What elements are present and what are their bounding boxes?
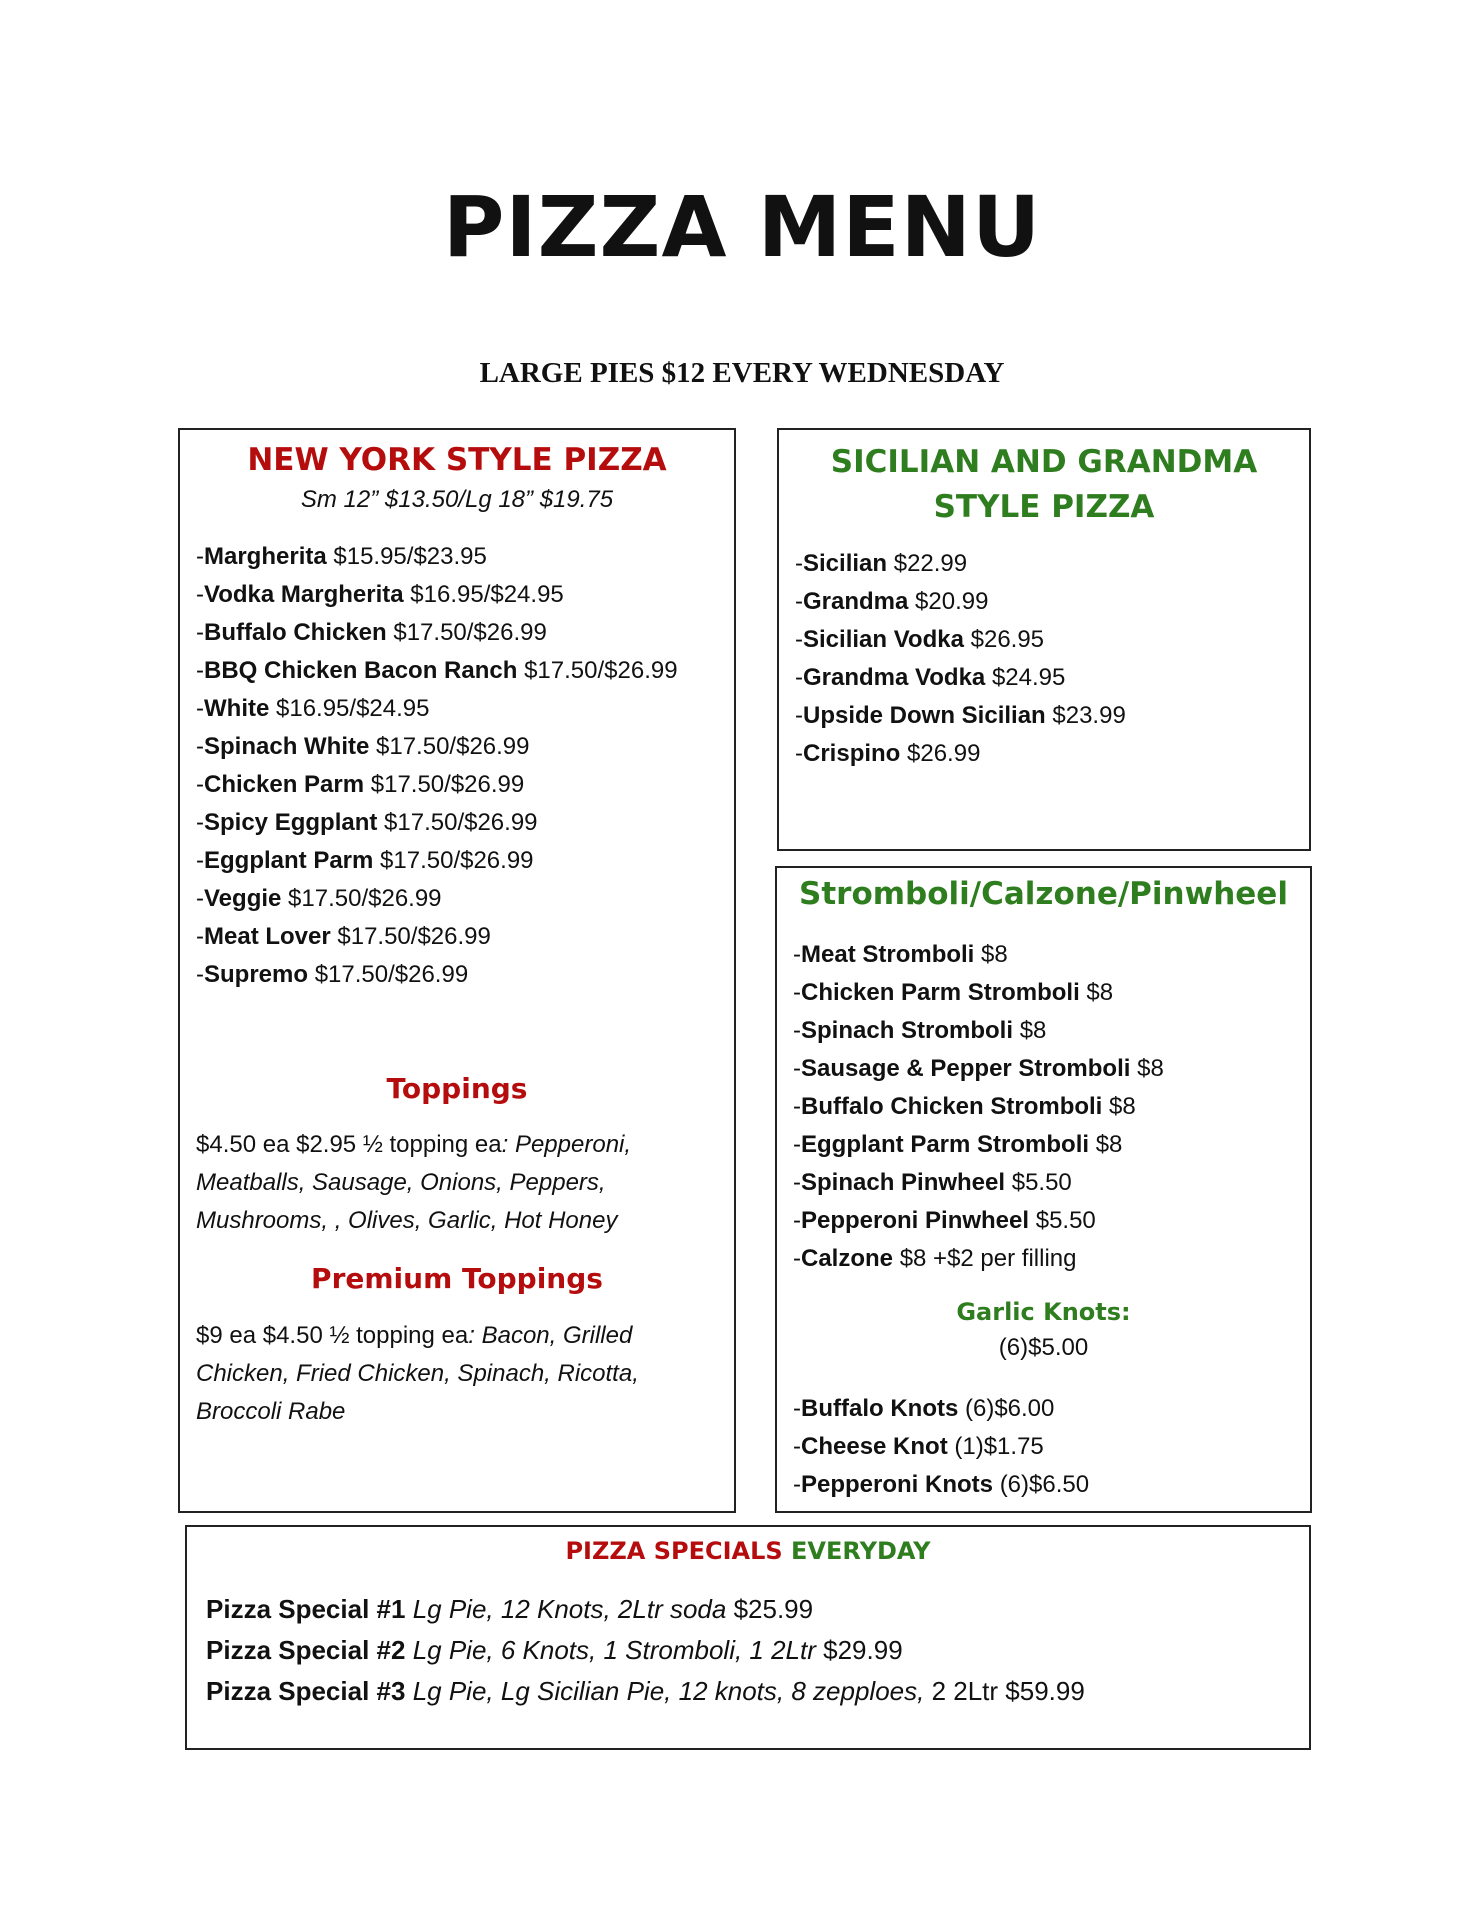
- new-york-heading: NEW YORK STYLE PIZZA: [247, 442, 667, 478]
- item-name: Grandma Vodka: [803, 664, 986, 691]
- new-york-sizes: Sm 12” $13.50/Lg 18” $19.75: [300, 486, 614, 513]
- item-name: Eggplant Parm Stromboli: [801, 1131, 1090, 1158]
- sicilian-heading: [779, 440, 1309, 530]
- specials-heading-green: EVERYDAY: [791, 1537, 931, 1565]
- item-name: Spinach Pinwheel: [801, 1169, 1006, 1196]
- menu-item: -Pepperoni Pinwheel $5.50: [793, 1207, 1096, 1234]
- item-price: $17.50/$26.99: [288, 885, 442, 912]
- item-name: Crispino: [803, 740, 901, 767]
- special-desc: Lg Pie, Lg Sicilian Pie, 12 knots, 8 zepploes,: [412, 1676, 925, 1706]
- premium-toppings-description: $9 ea $4.50 ½ topping ea: Bacon, Grilled Chicken, Fried Chicken, Spinach, Ricotta, Broccoli Rabe: [196, 1322, 639, 1425]
- menu-item: -Upside Down Sicilian $23.99: [795, 702, 1126, 729]
- toppings-price: $4.50 ea $2.95 ½ topping ea: [196, 1131, 502, 1158]
- item-price: $17.50/$26.99: [314, 961, 469, 988]
- item-price: $17.50/$26.99: [524, 657, 678, 684]
- item-name: Spinach White: [204, 733, 370, 760]
- menu-item: -Chicken Parm $17.50/$26.99: [196, 771, 525, 798]
- item-name: Margherita: [204, 543, 327, 570]
- special-item: [206, 1671, 1085, 1712]
- item-price: $17.50/$26.99: [370, 771, 525, 798]
- item-name: Vodka Margherita: [204, 581, 404, 608]
- menu-item: -Meat Stromboli $8: [793, 941, 1008, 968]
- item-price: $17.50/$26.99: [376, 733, 530, 760]
- wednesday-promo: LARGE PIES $12 EVERY WEDNESDAY: [479, 357, 1005, 389]
- premium-toppings-price: $9 ea $4.50 ½ topping ea: [196, 1322, 469, 1349]
- item-name: Pepperoni Pinwheel: [801, 1207, 1030, 1234]
- menu-item: -BBQ Chicken Bacon Ranch $17.50/$26.99: [196, 657, 678, 684]
- item-name: Buffalo Chicken Stromboli: [801, 1093, 1103, 1120]
- menu-item: -Cheese Knot (1)$1.75: [793, 1433, 1044, 1460]
- sicilian-item-list: [795, 545, 1126, 773]
- special-price: 2 2Ltr $59.99: [931, 1676, 1085, 1706]
- garlic-knots-heading: Garlic Knots:: [956, 1298, 1131, 1326]
- item-name: Upside Down Sicilian: [803, 702, 1046, 729]
- item-name: Meat Stromboli: [801, 941, 975, 968]
- special-desc: Lg Pie, 12 Knots, 2Ltr soda: [412, 1594, 727, 1624]
- menu-item: -Vodka Margherita $16.95/$24.95: [196, 581, 564, 608]
- stromboli-item-list: [793, 936, 1164, 1278]
- special-name: Pizza Special #2: [206, 1635, 406, 1665]
- item-name: Chicken Parm: [204, 771, 365, 798]
- item-name: Calzone: [801, 1245, 894, 1272]
- item-name: White: [204, 695, 270, 722]
- menu-item: -Sausage & Pepper Stromboli $8: [793, 1055, 1164, 1082]
- menu-item: -Spinach White $17.50/$26.99: [196, 733, 530, 760]
- menu-item: -Margherita $15.95/$23.95: [196, 543, 487, 570]
- premium-toppings-heading: Premium Toppings: [311, 1262, 603, 1295]
- special-price: $25.99: [733, 1594, 814, 1624]
- menu-item: -Grandma $20.99: [795, 588, 989, 615]
- menu-item: -Pepperoni Knots (6)$6.50: [793, 1471, 1090, 1498]
- garlic-knots-price: (6)$5.00: [998, 1334, 1089, 1361]
- menu-item: -Grandma Vodka $24.95: [795, 664, 1066, 691]
- item-name: Eggplant Parm: [204, 847, 374, 874]
- item-price: $8: [1137, 1055, 1164, 1082]
- menu-item: -Crispino $26.99: [795, 740, 981, 767]
- special-desc: Lg Pie, 6 Knots, 1 Stromboli, 1 2Ltr: [412, 1635, 816, 1665]
- menu-item: -Calzone $8 +$2 per filling: [793, 1245, 1077, 1272]
- page-title: PIZZA MENU: [442, 178, 1042, 276]
- item-price: $23.99: [1052, 702, 1126, 729]
- special-name: Pizza Special #3: [206, 1676, 406, 1706]
- special-name: Pizza Special #1: [206, 1594, 406, 1624]
- item-name: Grandma: [803, 588, 909, 615]
- item-name: Supremo: [204, 961, 309, 988]
- stromboli-section: [775, 866, 1312, 1513]
- item-price: $16.95/$24.95: [276, 695, 430, 722]
- item-name: Spicy Eggplant: [204, 809, 378, 836]
- specials-heading-red: PIZZA SPECIALS: [565, 1537, 783, 1565]
- menu-item: -Buffalo Knots (6)$6.00: [793, 1395, 1055, 1422]
- item-price: $24.95: [991, 664, 1066, 691]
- item-name: Spinach Stromboli: [801, 1017, 1014, 1044]
- menu-item: -Meat Lover $17.50/$26.99: [196, 923, 491, 950]
- sicilian-heading-line-2: STYLE PIZZA: [933, 489, 1155, 525]
- menu-item: -Veggie $17.50/$26.99: [196, 885, 442, 912]
- toppings-list: Pepperoni, Meatballs, Sausage, Onions, Peppers, Mushrooms, , Olives, Garlic, Hot Honey: [196, 1131, 632, 1234]
- item-name: Pepperoni Knots: [801, 1471, 994, 1498]
- item-price: $8: [1095, 1131, 1123, 1158]
- item-price: $15.95/$23.95: [333, 543, 487, 570]
- special-item: [206, 1630, 1085, 1671]
- stromboli-heading: Stromboli/Calzone/Pinwheel: [799, 876, 1288, 912]
- item-price: $8: [981, 941, 1008, 968]
- item-price: $17.50/$26.99: [380, 847, 534, 874]
- sicilian-heading-line-1: SICILIAN AND GRANDMA: [830, 444, 1258, 480]
- item-name: Sicilian: [803, 550, 888, 577]
- new-york-item-list: [196, 538, 678, 994]
- item-name: Buffalo Chicken: [204, 619, 387, 646]
- item-price: $8: [1109, 1093, 1136, 1120]
- new-york-section: [178, 428, 736, 1513]
- specials-section: [185, 1525, 1311, 1750]
- item-name: Veggie: [204, 885, 282, 912]
- sicilian-section: [777, 428, 1311, 851]
- menu-item: -Supremo $17.50/$26.99: [196, 961, 469, 988]
- menu-item: -Spinach Stromboli $8: [793, 1017, 1047, 1044]
- item-price: (6)$6.00: [964, 1395, 1055, 1422]
- menu-item: -Chicken Parm Stromboli $8: [793, 979, 1114, 1006]
- item-price: $8 +$2 per filling: [899, 1245, 1077, 1272]
- item-name: Buffalo Knots: [801, 1395, 959, 1422]
- toppings-heading: Toppings: [386, 1072, 528, 1105]
- item-price: $16.95/$24.95: [410, 581, 564, 608]
- menu-item: -White $16.95/$24.95: [196, 695, 430, 722]
- item-name: Sicilian Vodka: [803, 626, 964, 653]
- item-price: $26.99: [907, 740, 981, 767]
- item-price: $8: [1019, 1017, 1047, 1044]
- toppings-description: $4.50 ea $2.95 ½ topping ea: Pepperoni, Meatballs, Sausage, Onions, Peppers, Mushrooms, , Olives, Garlic, Hot Honey: [196, 1131, 632, 1234]
- item-name: Sausage & Pepper Stromboli: [801, 1055, 1131, 1082]
- special-item: [206, 1589, 1085, 1630]
- item-price: $22.99: [893, 550, 968, 577]
- item-name: BBQ Chicken Bacon Ranch: [204, 657, 518, 684]
- premium-toppings-list: Bacon, Grilled Chicken, Fried Chicken, Spinach, Ricotta, Broccoli Rabe: [196, 1322, 639, 1425]
- item-name: Chicken Parm Stromboli: [801, 979, 1080, 1006]
- item-price: $8: [1086, 979, 1114, 1006]
- menu-item: -Buffalo Chicken Stromboli $8: [793, 1093, 1136, 1120]
- item-price: $17.50/$26.99: [384, 809, 538, 836]
- menu-item: -Spicy Eggplant $17.50/$26.99: [196, 809, 538, 836]
- item-name: Meat Lover: [204, 923, 331, 950]
- item-price: $5.50: [1011, 1169, 1072, 1196]
- menu-item: -Spinach Pinwheel $5.50: [793, 1169, 1072, 1196]
- item-price: $20.99: [915, 588, 989, 615]
- item-price: $17.50/$26.99: [337, 923, 491, 950]
- specials-heading: [187, 1537, 1309, 1565]
- item-name: Cheese Knot: [801, 1433, 948, 1460]
- menu-item: -Sicilian Vodka $26.95: [795, 626, 1045, 653]
- menu-item: -Buffalo Chicken $17.50/$26.99: [196, 619, 547, 646]
- item-price: (6)$6.50: [999, 1471, 1090, 1498]
- item-price: $17.50/$26.99: [393, 619, 547, 646]
- menu-item: -Eggplant Parm $17.50/$26.99: [196, 847, 534, 874]
- specials-list: [206, 1589, 1085, 1712]
- item-price: (1)$1.75: [954, 1433, 1044, 1460]
- special-price: $29.99: [823, 1635, 903, 1665]
- item-price: $5.50: [1035, 1207, 1096, 1234]
- item-price: $26.95: [970, 626, 1045, 653]
- menu-item: -Sicilian $22.99: [795, 550, 968, 577]
- garlic-knots-item-list: [793, 1390, 1089, 1504]
- menu-item: -Eggplant Parm Stromboli $8: [793, 1131, 1123, 1158]
